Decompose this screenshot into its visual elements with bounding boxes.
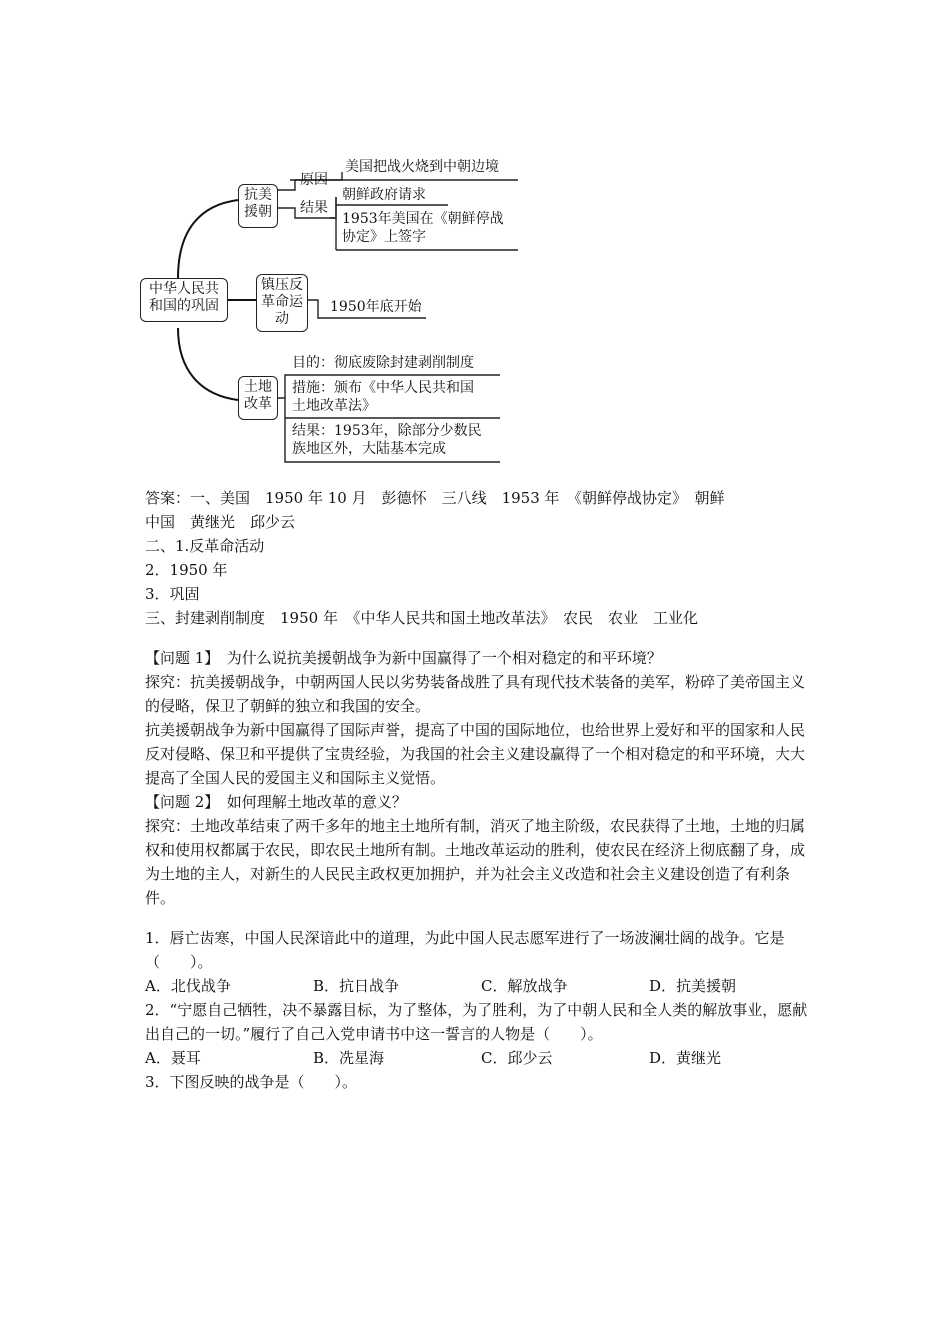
land-reform-result: 结果：1953年，除部分少数民 族地区外，大陆基本完成 bbox=[292, 423, 482, 457]
answers-line-6: 三、封建剥削制度 1950 年 《中华人民共和国土地改革法》 农民 农业 工业化 bbox=[145, 609, 698, 627]
result-label: 结果 bbox=[300, 200, 328, 216]
option-b: B．抗日战争 bbox=[313, 977, 400, 995]
result-item-1: 朝鲜政府请求 bbox=[342, 187, 426, 203]
option-d: D．黄继光 bbox=[649, 1049, 722, 1067]
question-1-explore: 探究：抗美援朝战争，中朝两国人民以劣势装备战胜了具有现代技术装备的美军，粉碎了美帝国主义的侵略，保卫了朝鲜的独立和我国的安全。 bbox=[145, 673, 806, 715]
document-body bbox=[145, 486, 817, 1094]
branch2-text: 1950年底开始 bbox=[330, 299, 422, 315]
exercise-2-options bbox=[145, 1046, 817, 1070]
result-item-2: 1953年美国在《朝鲜停战 协定》上签字 bbox=[342, 211, 504, 245]
branch-land-reform: 土地 改革 bbox=[238, 376, 278, 420]
answers-line-3: 二、1.反革命活动 bbox=[145, 537, 265, 555]
question-1-paragraph: 抗美援朝战争为新中国赢得了国际声誉，提高了中国的国际地位，也给世界上爱好和平的国家和人民反对侵略、保卫和平提供了宝贵经验，为我国的社会主义建设赢得了一个相对稳定的和平环境，大大提高了全国人民的爱国主义和国际主义觉悟。 bbox=[145, 721, 806, 787]
option-d: D．抗美援朝 bbox=[649, 977, 737, 995]
option-c: C．邱少云 bbox=[481, 1049, 553, 1067]
option-c: C．解放战争 bbox=[481, 977, 568, 995]
land-reform-measure: 措施：颁布《中华人民共和国 土地改革法》 bbox=[292, 380, 474, 414]
answers-line-1: 答案：一、美国 1950 年 10 月 彭德怀 三八线 1953 年 《朝鲜停战协定》 朝鲜 bbox=[145, 489, 725, 507]
land-reform-purpose: 目的：彻底废除封建剥削制度 bbox=[292, 355, 474, 371]
branch-suppress-counterrevolution: 镇压反 革命运 动 bbox=[256, 274, 308, 332]
answers-line-5: 3．巩固 bbox=[145, 585, 200, 603]
option-a: A．北伐战争 bbox=[145, 977, 231, 995]
root-node: 中华人民共 和国的巩固 bbox=[140, 278, 228, 322]
question-2-title: 【问题 2】 如何理解土地改革的意义？ bbox=[145, 793, 407, 811]
answers-line-2: 中国 黄继光 邱少云 bbox=[145, 513, 296, 531]
answers-line-4: 2．1950 年 bbox=[145, 561, 228, 579]
mind-map bbox=[130, 150, 530, 470]
exercise-1-options bbox=[145, 974, 817, 998]
branch-resist-us-aid-korea: 抗美 援朝 bbox=[238, 184, 278, 228]
question-1-title: 【问题 1】 为什么说抗美援朝战争为新中国赢得了一个相对稳定的和平环境？ bbox=[145, 649, 662, 667]
option-b: B．冼星海 bbox=[313, 1049, 385, 1067]
option-a: A．聂耳 bbox=[145, 1049, 201, 1067]
cause-label: 原因 bbox=[300, 172, 328, 188]
question-2-explore: 探究：土地改革结束了两千多年的地主土地所有制，消灭了地主阶级，农民获得了土地，土地的归属权和使用权都属于农民，即农民土地所有制。土地改革运动的胜利，使农民在经济上彻底翻了身，成为土地的主人，对新生的人民民主政权更加拥护，并为社会主义改造和社会主义建设创造了有利条件。 bbox=[145, 817, 806, 907]
exercise-3-stem: 3．下图反映的战争是（ ）。 bbox=[145, 1073, 358, 1091]
cause-text: 美国把战火烧到中朝边境 bbox=[345, 159, 499, 175]
exercise-2-stem: 2．“宁愿自己牺牲，决不暴露目标，为了整体，为了胜利，为了中朝人民和全人类的解放事业，愿献出自己的一切。”履行了自己入党申请书中这一誓言的人物是（ ）。 bbox=[145, 1001, 808, 1043]
exercise-1-stem: 1．唇亡齿寒，中国人民深谙此中的道理，为此中国人民志愿军进行了一场波澜壮阔的战争。它是（ ）。 bbox=[145, 929, 785, 971]
